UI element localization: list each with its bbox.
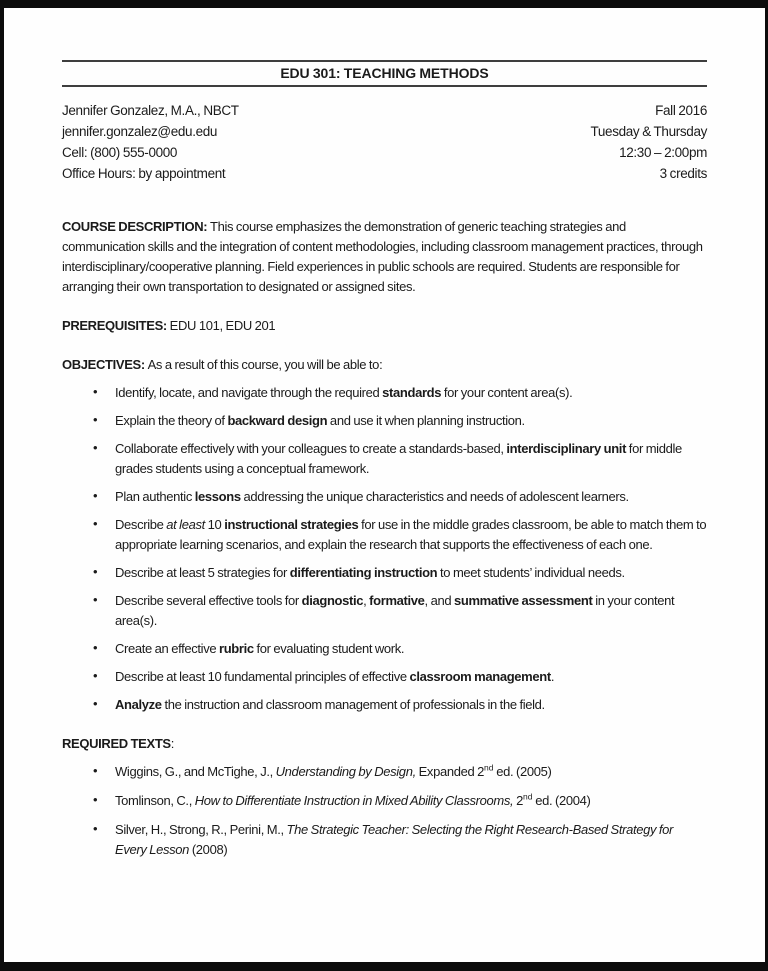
page-title: EDU 301: TEACHING METHODS [280,65,489,81]
objective-item [62,639,707,659]
course-term: Fall 2016 [655,103,707,118]
required-text-citation: Tomlinson, C., How to Differentiate Instruction in Mixed Ability Classrooms, 2nd ed. (2004) [115,791,591,808]
objective-text: Describe several effective tools for diagnostic, formative, and summative assessment in your content area(s). [115,593,675,628]
syllabus-page [4,8,765,962]
objectives-list [62,383,707,715]
required-text-item [62,791,707,811]
instructor-info [62,100,239,184]
prerequisites: PREREQUISITES: EDU 101, EDU 201 [62,318,276,333]
objective-text: Explain the theory of backward design and use it when planning instruction. [115,413,525,428]
bullet-icon: • [93,821,98,836]
course-time: 12:30 – 2:00pm [619,145,707,160]
objective-text: Describe at least 5 strategies for differentiating instruction to meet students’ individual needs. [115,565,625,580]
bullet-icon: • [93,488,98,503]
bullet-icon: • [93,592,98,607]
syllabus-content [62,60,707,869]
objective-item [62,515,707,555]
objective-text: Identify, locate, and navigate through the required standards for your content area(s). [115,385,573,400]
objective-item [62,667,707,687]
instructor-name: Jennifer Gonzalez, M.A., NBCT [62,103,239,118]
objective-text: Describe at least 10 instructional strategies for use in the middle grades classroom, be able to match them to appropriate learning scenarios, and explain the research that supports the effectiveness of each one. [115,517,707,552]
objective-item [62,487,707,507]
required-text-item [62,762,707,782]
objective-item [62,411,707,431]
course-days: Tuesday & Thursday [590,124,707,139]
objective-text: Analyze the instruction and classroom management of professionals in the field. [115,697,545,712]
objective-item [62,563,707,583]
bullet-icon: • [93,516,98,531]
objective-item [62,591,707,631]
required-texts-list [62,762,707,860]
bullet-icon: • [93,440,98,455]
course-title-bar [62,60,707,87]
objective-item [62,383,707,403]
required-text-citation: Silver, H., Strong, R., Perini, M., The Strategic Teacher: Selecting the Right Research-Based Strategy for Every Lesson (2008) [115,822,674,857]
objective-text: Plan authentic lessons addressing the unique characteristics and needs of adolescent learners. [115,489,629,504]
course-description: COURSE DESCRIPTION: This course emphasizes the demonstration of generic teaching strategies and communication skills and the integration of content methodologies, including classroom management practices, through interdisciplinary/cooperative planning. Field experiences in public schools are required. Students are responsible for arranging their own transportation to designated or assigned sites. [62,219,703,294]
course-credits: 3 credits [659,166,707,181]
bullet-icon: • [93,763,98,778]
required-texts-heading: REQUIRED TEXTS: [62,736,174,751]
objective-item [62,439,707,479]
bullet-icon: • [93,668,98,683]
required-text-citation: Wiggins, G., and McTighe, J., Understanding by Design, Expanded 2nd ed. (2005) [115,762,552,779]
course-meta [590,100,707,184]
instructor-phone: Cell: (800) 555-0000 [62,145,178,160]
objective-item [62,695,707,715]
bullet-icon: • [93,412,98,427]
objective-text: Create an effective rubric for evaluating student work. [115,641,405,656]
instructor-email: jennifer.gonzalez@edu.edu [62,124,218,139]
bullet-icon: • [93,384,98,399]
bullet-icon: • [93,564,98,579]
bullet-icon: • [93,696,98,711]
bullet-icon: • [93,792,98,807]
bullet-icon: • [93,640,98,655]
header-info [62,100,707,184]
objective-text: Describe at least 10 fundamental principles of effective classroom management. [115,669,555,684]
required-text-item [62,820,707,860]
objectives-intro: OBJECTIVES: As a result of this course, you will be able to: [62,357,383,372]
objective-text: Collaborate effectively with your colleagues to create a standards-based, interdisciplinary unit for middle grades students using a conceptual framework. [115,441,682,476]
instructor-office-hours: Office Hours: by appointment [62,166,226,181]
